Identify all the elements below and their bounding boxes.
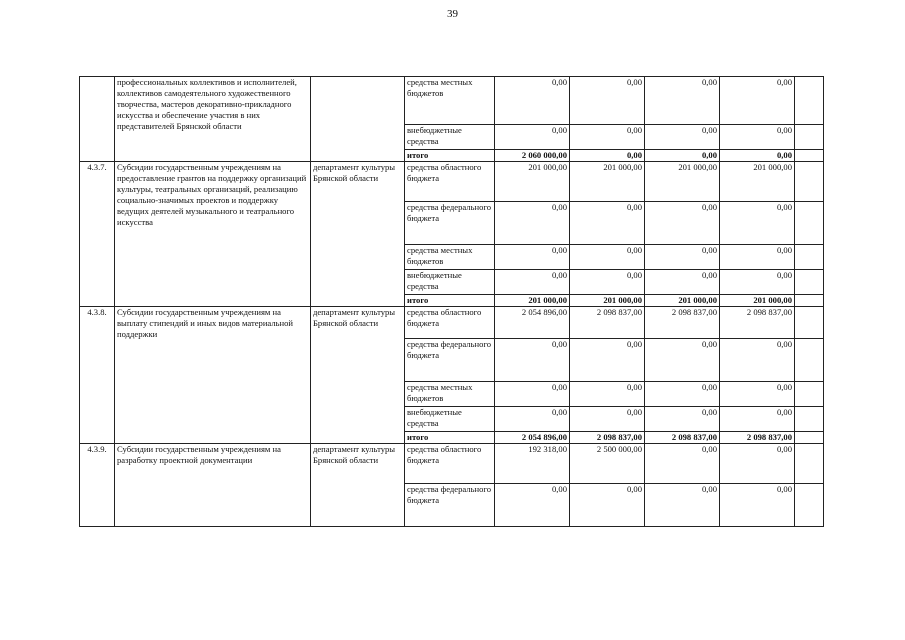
- funding-source: средства областного бюджета: [405, 307, 495, 339]
- item-executor: департамент культуры Брянской области: [311, 307, 405, 444]
- item-code: 4.3.9.: [80, 444, 115, 527]
- empty-cell: [795, 295, 824, 307]
- item-name: Субсидии государственным учреждениям на предоставление грантов на поддержку организаций культуры, театральных организаций, реализацию социально-значимых проектов и поддержку ведущих деятелей музыкального и театрального искусства: [115, 162, 311, 307]
- amount-cell: 0,00: [720, 150, 795, 162]
- empty-cell: [795, 339, 824, 382]
- amount-cell: 0,00: [720, 245, 795, 270]
- amount-cell: 0,00: [570, 270, 645, 295]
- item-code: [80, 77, 115, 162]
- empty-cell: [795, 407, 824, 432]
- amount-cell: 2 054 896,00: [495, 432, 570, 444]
- amount-cell: 0,00: [495, 245, 570, 270]
- amount-cell: 0,00: [570, 245, 645, 270]
- budget-table: [79, 76, 824, 527]
- funding-source: средства федерального бюджета: [405, 484, 495, 527]
- amount-cell: 0,00: [645, 245, 720, 270]
- amount-cell: 0,00: [645, 407, 720, 432]
- empty-cell: [795, 270, 824, 295]
- amount-cell: 0,00: [570, 382, 645, 407]
- amount-cell: 201 000,00: [495, 162, 570, 202]
- amount-cell: 0,00: [720, 407, 795, 432]
- empty-cell: [795, 77, 824, 125]
- amount-cell: 2 098 837,00: [645, 307, 720, 339]
- amount-cell: 0,00: [495, 77, 570, 125]
- funding-source: средства местных бюджетов: [405, 245, 495, 270]
- funding-source: средства местных бюджетов: [405, 382, 495, 407]
- amount-cell: 0,00: [720, 382, 795, 407]
- amount-cell: 2 098 837,00: [570, 307, 645, 339]
- empty-cell: [795, 484, 824, 527]
- amount-cell: 0,00: [645, 202, 720, 245]
- funding-source: итого: [405, 295, 495, 307]
- item-name: Субсидии государственным учреждениям на разработку проектной документации: [115, 444, 311, 527]
- funding-source: средства федерального бюджета: [405, 339, 495, 382]
- amount-cell: 192 318,00: [495, 444, 570, 484]
- item-executor: департамент культуры Брянской области: [311, 162, 405, 307]
- page-number: 39: [447, 8, 458, 20]
- funding-source: итого: [405, 150, 495, 162]
- amount-cell: 0,00: [645, 270, 720, 295]
- amount-cell: 0,00: [495, 339, 570, 382]
- amount-cell: 2 098 837,00: [645, 432, 720, 444]
- amount-cell: 0,00: [720, 125, 795, 150]
- funding-source: внебюджетные средства: [405, 270, 495, 295]
- amount-cell: 0,00: [495, 407, 570, 432]
- table-row: [80, 77, 824, 125]
- amount-cell: 0,00: [645, 382, 720, 407]
- amount-cell: 0,00: [645, 125, 720, 150]
- amount-cell: 0,00: [720, 270, 795, 295]
- funding-source: средства местных бюджетов: [405, 77, 495, 125]
- item-executor: департамент культуры Брянской области: [311, 444, 405, 527]
- empty-cell: [795, 162, 824, 202]
- empty-cell: [795, 245, 824, 270]
- funding-source: средства федерального бюджета: [405, 202, 495, 245]
- amount-cell: 0,00: [495, 202, 570, 245]
- empty-cell: [795, 150, 824, 162]
- amount-cell: 0,00: [570, 150, 645, 162]
- funding-source: внебюджетные средства: [405, 407, 495, 432]
- amount-cell: 2 054 896,00: [495, 307, 570, 339]
- amount-cell: 0,00: [645, 77, 720, 125]
- empty-cell: [795, 432, 824, 444]
- amount-cell: 0,00: [720, 339, 795, 382]
- empty-cell: [795, 202, 824, 245]
- amount-cell: 201 000,00: [570, 162, 645, 202]
- item-code: 4.3.8.: [80, 307, 115, 444]
- amount-cell: 0,00: [720, 484, 795, 527]
- item-name: профессиональных коллективов и исполнителей, коллективов самодеятельного художественного творчества, мастеров декоративно-прикладного искусства и обеспечение участия в них представителей Брянской области: [115, 77, 311, 162]
- amount-cell: 0,00: [570, 484, 645, 527]
- empty-cell: [795, 307, 824, 339]
- amount-cell: 2 098 837,00: [720, 307, 795, 339]
- amount-cell: 0,00: [495, 270, 570, 295]
- amount-cell: 0,00: [495, 382, 570, 407]
- amount-cell: 201 000,00: [720, 295, 795, 307]
- amount-cell: 2 500 000,00: [570, 444, 645, 484]
- amount-cell: 0,00: [645, 339, 720, 382]
- amount-cell: 0,00: [495, 484, 570, 527]
- funding-source: внебюджетные средства: [405, 125, 495, 150]
- amount-cell: 201 000,00: [720, 162, 795, 202]
- funding-source: средства областного бюджета: [405, 162, 495, 202]
- item-executor: [311, 77, 405, 162]
- amount-cell: 0,00: [570, 202, 645, 245]
- amount-cell: 0,00: [570, 125, 645, 150]
- table-row: [80, 444, 824, 484]
- amount-cell: 201 000,00: [495, 295, 570, 307]
- amount-cell: 2 098 837,00: [720, 432, 795, 444]
- empty-cell: [795, 382, 824, 407]
- table-row: [80, 162, 824, 202]
- empty-cell: [795, 125, 824, 150]
- amount-cell: 0,00: [720, 444, 795, 484]
- empty-cell: [795, 444, 824, 484]
- amount-cell: 0,00: [720, 202, 795, 245]
- funding-source: итого: [405, 432, 495, 444]
- amount-cell: 0,00: [570, 77, 645, 125]
- amount-cell: 201 000,00: [570, 295, 645, 307]
- item-code: 4.3.7.: [80, 162, 115, 307]
- table-row: [80, 307, 824, 339]
- amount-cell: 0,00: [645, 150, 720, 162]
- amount-cell: 0,00: [570, 339, 645, 382]
- funding-source: средства областного бюджета: [405, 444, 495, 484]
- amount-cell: 201 000,00: [645, 295, 720, 307]
- amount-cell: 201 000,00: [645, 162, 720, 202]
- amount-cell: 2 098 837,00: [570, 432, 645, 444]
- amount-cell: 2 060 000,00: [495, 150, 570, 162]
- amount-cell: 0,00: [495, 125, 570, 150]
- amount-cell: 0,00: [645, 444, 720, 484]
- item-name: Субсидии государственным учреждениям на выплату стипендий и иных видов материальной поддержки: [115, 307, 311, 444]
- amount-cell: 0,00: [720, 77, 795, 125]
- amount-cell: 0,00: [570, 407, 645, 432]
- amount-cell: 0,00: [645, 484, 720, 527]
